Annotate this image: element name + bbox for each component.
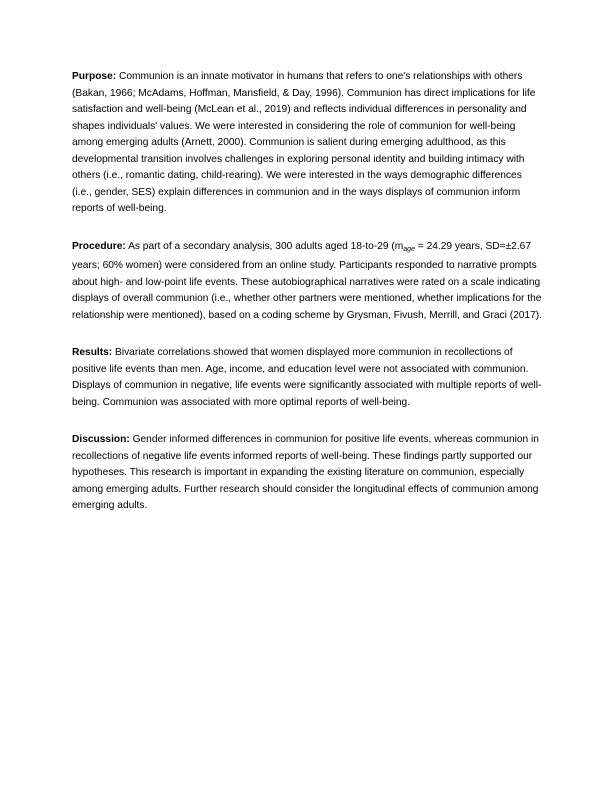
discussion-heading: Discussion: [72,434,130,445]
procedure-paragraph [72,239,544,325]
age-subscript: age [403,245,415,253]
procedure-heading: Procedure: [72,240,126,252]
purpose-heading: Purpose: [72,71,117,82]
results-heading: Results: [72,347,113,358]
discussion-body: Gender informed differences in communion for positive life events, whereas communion in recollections of negative life events informed reports of well-being. These findings partly supported our hypotheses. This research is important in expanding the existing literature on communion, especially among emerging adults. Further research should consider the longitudinal effects of communion among emerging adults. [72,434,539,511]
discussion-paragraph [72,432,544,515]
procedure-body-start: As part of a secondary analysis, 300 adults aged 18-to-29 (m [125,240,404,252]
purpose-paragraph [72,69,544,218]
procedure-body-end: = 24.29 years, SD=±2.67 years; 60% women) were considered from an online study. Participants responded to narrative prompts about high- and low-point life events. These autobiographical narratives were rated on a scale indicating displays of overall communion (i.e., whether other partners were mentioned, whether implications for the relationship were mentioned), based on a coding scheme by Grysman, Fivush, Merrill, and Graci (2017). [72,240,542,321]
results-body: Bivariate correlations showed that women displayed more communion in recollections of positive life events than men. Age, income, and education level were not associated with communion. Displays of communion in negative, life events were significantly associated with multiple reports of well-being. Communion was associated with more optimal reports of well-being. [72,347,542,408]
results-paragraph [72,345,544,411]
document-page [72,69,544,536]
purpose-body: Communion is an innate motivator in humans that refers to one's relationships with others (Bakan, 1966; McAdams, Hoffman, Mansfield, & Day, 1996). Communion has direct implications for life satisfaction and well-being (McLean et al., 2019) and reflects individual differences in personality and shapes individuals' values. We were interested in considering the role of communion for well-being among emerging adults (Arnett, 2000). Communion is salient during emerging adulthood, as this developmental transition involves challenges in exploring personal identity and building intimacy with others (i.e., romantic dating, child-rearing). We were interested in the ways demographic differences (i.e., gender, SES) explain differences in communion and in the ways displays of communion inform reports of well-being. [72,71,536,214]
